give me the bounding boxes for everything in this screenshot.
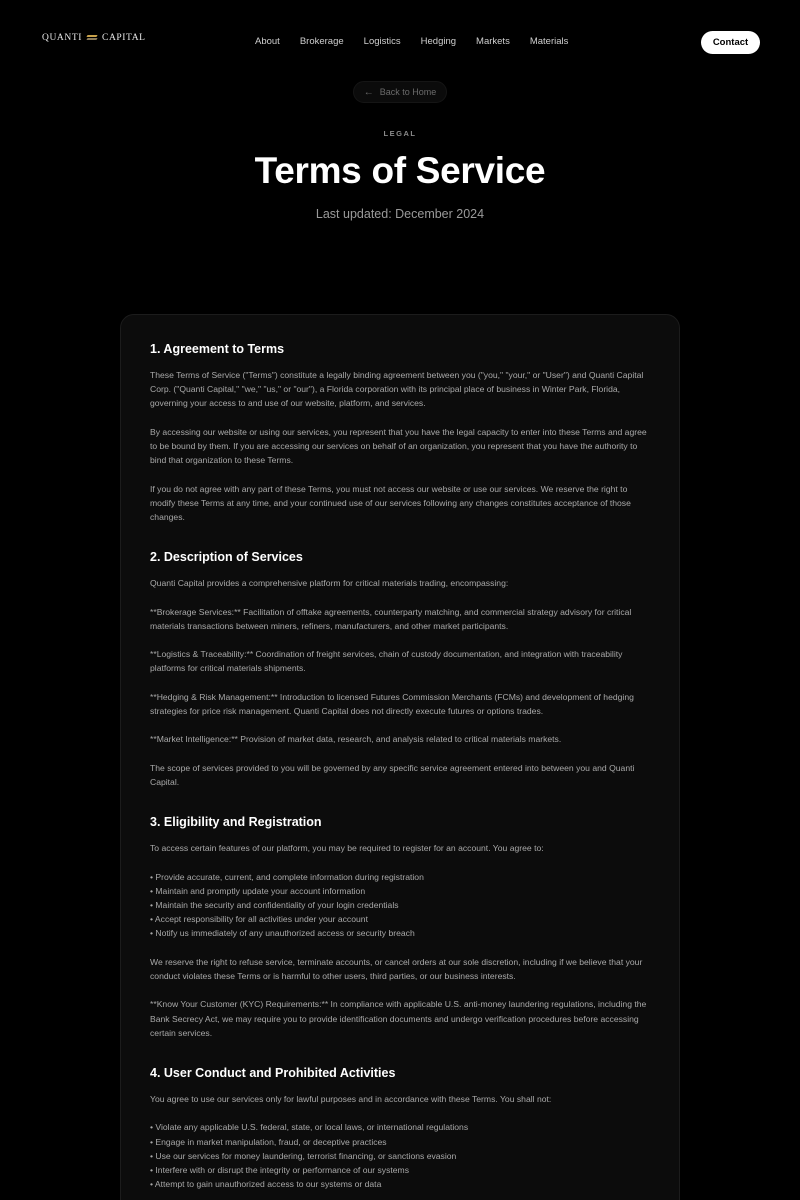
nav-link-logistics[interactable]: Logistics <box>363 36 401 47</box>
paragraph: By accessing our website or using our services, you represent that you have the legal capacity to enter into these Terms and agree to be bound by them. If you are accessing our services on behalf of an organization, you represent that you have the authority to bind that organization to these Terms. <box>150 426 647 466</box>
paragraph: The scope of services provided to you will be governed by any specific service agreement entered into between you and Quanti Capital. <box>150 762 635 787</box>
nav-link-materials[interactable]: Materials <box>529 36 569 47</box>
list-item: • Interfere with or disrupt the integrity or performance of our systems <box>150 1164 410 1175</box>
section-title: 2. Description of Services <box>150 550 303 565</box>
list-item: • Provide accurate, current, and complete information during registration <box>150 871 424 882</box>
paragraph: If you do not agree with any part of these Terms, you must not access our website or use our services. We reserve the right to modify these Terms at any time, and your continued use of our services following any changes constitutes acceptance of those changes. <box>150 483 631 522</box>
section-title: 3. Eligibility and Registration <box>150 815 322 830</box>
logo-text-right: CAPITAL <box>102 33 146 43</box>
list-item: • Use our services for money laundering, terrorist financing, or sanctions evasion <box>150 1150 457 1161</box>
section-title: 1. Agreement to Terms <box>150 342 285 356</box>
section-eligibility <box>150 813 650 1040</box>
list-item: • Attempt to gain unauthorized access to our systems or data <box>150 1179 382 1190</box>
list-item: • Maintain the security and confidentiality of your login credentials <box>150 899 399 910</box>
list-item: • Maintain and promptly update your account information <box>150 885 366 896</box>
list-item: • Notify us immediately of any unauthorized access or security breach <box>150 928 415 939</box>
logo-text-left: QUANTI <box>42 33 83 43</box>
paragraph: **Brokerage Services:** Facilitation of offtake agreements, counterparty matching, and commercial strategy advisory for critical materials transactions between miners, refiners, manufacturers, and other market participants. <box>150 606 632 631</box>
contact-button[interactable]: Contact <box>701 31 760 54</box>
paragraph: **Market Intelligence:** Provision of market data, research, and analysis related to critical materials markets. <box>150 734 562 745</box>
list-item: • Accept responsibility for all activities under your account <box>150 914 368 925</box>
nav-link-markets[interactable]: Markets <box>476 36 510 47</box>
paragraph: You agree to use our services only for lawful purposes and in accordance with these Terms. You shall not: <box>150 1093 552 1104</box>
section-conduct <box>150 1064 650 1191</box>
terms-content <box>150 340 650 1200</box>
paragraph: **Know Your Customer (KYC) Requirements:** In compliance with applicable U.S. anti-money laundering regulations, including the Bank Secrecy Act, we may require you to provide identification documents and undergo verification procedures before accessing certain services. <box>150 999 647 1038</box>
paragraph: **Hedging & Risk Management:** Introduction to licensed Futures Commission Merchants (FCMs) and development of hedging strategies for price risk management. Quanti Capital does not directly execute futures or options trades. <box>150 691 634 716</box>
back-to-home-label: Back to Home <box>379 87 437 97</box>
list-item: • Violate any applicable U.S. federal, state, or local laws, or international regulations <box>150 1122 469 1133</box>
nav-link-hedging[interactable]: Hedging <box>420 36 457 47</box>
nav-link-about[interactable]: About <box>255 36 280 47</box>
section-agreement <box>150 340 650 524</box>
section-title: 4. User Conduct and Prohibited Activities <box>150 1065 396 1080</box>
top-nav <box>0 0 800 84</box>
page-title: Terms of Service <box>254 150 546 191</box>
paragraph: To access certain features of our platform, you may be required to register for an account. You agree to: <box>150 843 544 854</box>
requirements-list <box>150 870 650 941</box>
list-item: • Engage in market manipulation, fraud, or deceptive practices <box>150 1136 387 1147</box>
logo-mark-icon <box>86 34 98 42</box>
nav-links <box>255 36 588 47</box>
eyebrow-label: LEGAL <box>383 129 417 138</box>
last-updated: Last updated: December 2024 <box>315 207 485 221</box>
prohibited-list <box>150 1120 650 1191</box>
paragraph: These Terms of Service ("Terms") constitute a legally binding agreement between you ("you," "your," or "User") and Quanti Capital Corp. ("Quanti Capital," "we," "us," or "our"), a Florida corporation with its principal place of business in Winter Park, Florida, governing your access to and use of our website, platform, and services. <box>150 370 644 409</box>
paragraph: Quanti Capital provides a comprehensive platform for critical materials trading, encompassing: <box>150 578 509 589</box>
logo[interactable] <box>42 33 146 43</box>
back-to-home-button[interactable] <box>353 81 447 103</box>
nav-link-brokerage[interactable]: Brokerage <box>299 36 344 47</box>
section-services <box>150 548 650 789</box>
paragraph: **Logistics & Traceability:** Coordination of freight services, chain of custody documentation, and integration with traceability platforms for critical materials shipments. <box>150 649 623 674</box>
paragraph: We reserve the right to refuse service, terminate accounts, or cancel orders at our sole discretion, including if we believe that your conduct violates these Terms or is harmful to other users, third parties, or our business interests. <box>150 956 643 981</box>
arrow-left-icon: ← <box>363 86 374 98</box>
